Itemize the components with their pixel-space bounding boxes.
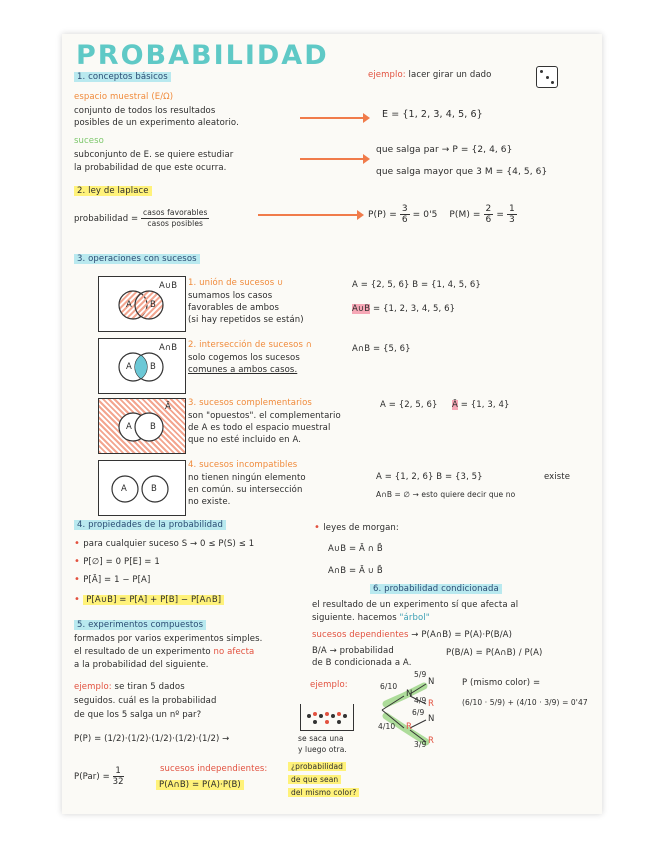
urn-caption-2: y luego otra. [298,745,347,754]
urn-caption-1: se saca una [298,734,344,743]
tree-leaf-NN: N [428,677,435,687]
arrow-icon [258,214,358,216]
conditional-formula: P(B/A) = P(A∩B) / P(A) [446,648,543,658]
section-2-heading: 2. ley de laplace [74,186,152,196]
conditional-example-label: ejemplo: [310,680,348,690]
compound-result: P(Par) = $\frac{1}{32}$ [74,766,124,787]
dice-icon [536,66,558,88]
tree-leaf-NR: R [428,699,435,709]
conditional-line-2: siguiente. hacemos "árbol" [312,613,430,623]
question-2: de que sean [288,775,341,784]
property-3: • P[Ā] = 1 − P[A] [74,574,151,585]
tree-node-N: N [406,689,413,699]
espacio-example: E = {1, 2, 3, 4, 5, 6} [382,109,483,120]
compound-line-2: el resultado de un experimento no afecta [74,647,255,657]
laplace-example: P(P) = $\frac{3}{6}$ = 0'5 P(M) = $\frac{2}{6}$ = $\frac{1}{3}$ [368,204,515,225]
compound-example-2: seguidos. cuál es la probabilidad [74,696,217,706]
compound-example-3: de que los 5 salga un nº par? [74,710,202,720]
morgan-law-1: A∪B = Ā ∩ B̄ [328,544,383,554]
prob-3-9: 3/9 [414,740,427,749]
conditional-def-1: B/A → probabilidad [312,646,394,656]
complement-title: 3. sucesos complementarios [188,398,312,408]
complement-eq-1: A = {2, 5, 6} [380,400,438,410]
property-2: • P[∅] = 0 P[E] = 1 [74,556,160,567]
arrow-icon [300,158,364,160]
morgan-heading: • leyes de morgan: [314,522,399,533]
prob-4-9: 4/9 [414,696,427,705]
tree-leaf-RR: R [428,736,435,746]
question-3: del mismo color? [288,788,359,797]
incompatible-eq-3: existe [544,472,571,482]
section-6-heading: 6. probabilidad condicionada [370,584,502,594]
espacio-line-2: posibles de un experimento aleatorio. [74,118,239,128]
prob-4-10: 4/10 [378,722,396,731]
union-line-3: (si hay repetidos se están) [188,315,304,325]
union-title: 1. unión de sucesos ∪ [188,278,284,288]
section-3-heading: 3. operaciones con sucesos [74,254,200,264]
dependent-events: sucesos dependientes → P(A∩B) = P(A)·P(B/A) [312,630,513,640]
independent-formula: P(A∩B) = P(A)·P(B) [156,780,244,790]
property-1: • para cualquier suceso S → 0 ≤ P(S) ≤ 1 [74,538,255,549]
incompatible-eq-2: A∩B = ∅ → esto quiere decir que no [376,490,516,499]
laplace-formula: probabilidad = $\frac{\text{casos favorables}}{\text{casos posibles}}$ [74,208,208,228]
intersection-title: 2. intersección de sucesos ∩ [188,340,313,350]
intersection-line-2: comunes a ambos casos. [188,365,298,375]
property-4: • P[A∪B] = P[A] + P[B] − P[A∩B] [74,594,224,605]
section-5-heading: 5. experimentos compuestos [74,620,206,630]
incompatible-line-1: no tienen ningún elemento [188,473,306,483]
incompatible-line-2: en común. su intersección [188,485,303,495]
venn-incompatible: A B [98,460,186,516]
question-1: ¿probabilidad [288,762,346,771]
section-1-heading: 1. conceptos básicos [74,72,171,82]
compound-example: ejemplo: se tiran 5 dados [74,682,185,692]
suceso-example-2: que salga mayor que 3 M = {4, 5, 6} [376,167,548,177]
venn-union: A∪B A B [98,276,186,332]
conditional-line-1: el resultado de un experimento sí que afecta al [312,600,519,610]
suceso-heading: suceso [74,136,104,146]
union-eq-1: A = {2, 5, 6} B = {1, 4, 5, 6} [352,280,481,290]
notes-page [62,34,602,814]
tree-node-R: R [406,722,413,732]
incompatible-line-3: no existe. [188,497,231,507]
arrow-icon [300,117,364,119]
espacio-line-1: conjunto de todos los resultados [74,106,216,116]
section-4-heading: 4. propiedades de la probabilidad [74,520,226,530]
intersection-eq: A∩B = {5, 6} [352,344,411,354]
independent-label: sucesos independientes: [160,764,268,774]
complement-line-1: son "opuestos". el complementario [188,411,341,421]
complement-line-2: de A es todo el espacio muestral [188,423,331,433]
intersection-line-1: solo cogemos los sucesos [188,353,300,363]
compound-line-3: a la probabilidad del siguiente. [74,660,209,670]
suceso-example-1: que salga par → P = {2, 4, 6} [376,145,513,155]
incompatible-eq-1: A = {1, 2, 6} B = {3, 5} [376,472,483,482]
espacio-muestral-heading: espacio muestral (E/Ω) [74,92,174,102]
venn-complement: Ā A B [98,398,186,454]
complement-line-3: que no esté incluido en A. [188,435,302,445]
venn-intersection: A∩B A B [98,338,186,394]
suceso-line-1: subconjunto de E. se quiere estudiar [74,150,234,160]
compound-calc: P(P) = (1/2)·(1/2)·(1/2)·(1/2)·(1/2) → [74,734,230,744]
complement-eq-2: Ā = {1, 3, 4} [452,400,510,410]
union-line-2: favorables de ambos [188,303,279,313]
answer-label: P (mismo color) = [462,678,541,688]
morgan-law-2: A∩B = Ā ∪ B̄ [328,566,383,576]
conditional-def-2: de B condicionada a A. [312,658,412,668]
compound-line-1: formados por varios experimentos simples. [74,634,263,644]
prob-6-9: 6/9 [412,708,425,717]
union-line-1: sumamos los casos [188,291,273,301]
urn-icon [300,704,354,731]
example-dice: ejemplo: lacer girar un dado [368,70,492,80]
incompatible-title: 4. sucesos incompatibles [188,460,298,470]
tree-leaf-RN: N [428,714,435,724]
prob-5-9: 5/9 [414,670,427,679]
prob-6-10: 6/10 [380,682,398,691]
page-title: PROBABILIDAD [76,40,329,71]
suceso-line-2: la probabilidad de que este ocurra. [74,163,227,173]
answer-value: (6/10 · 5/9) + (4/10 · 3/9) = 0'47 [462,698,588,707]
union-eq-2: A∪B = {1, 2, 3, 4, 5, 6} [352,304,456,314]
